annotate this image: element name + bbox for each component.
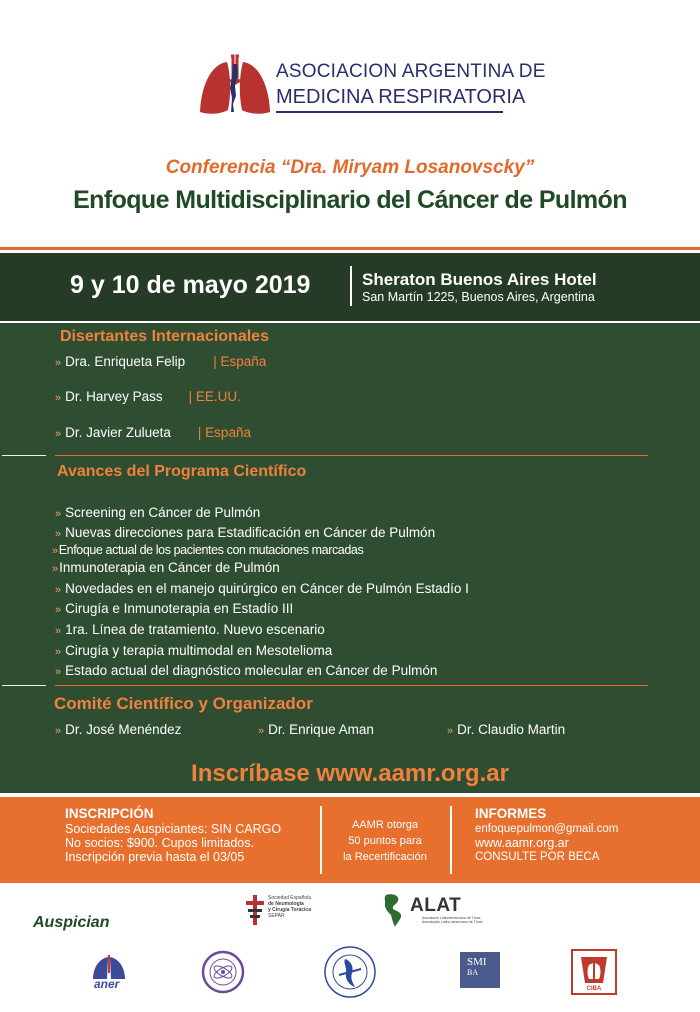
- ciba-name: CIBA: [586, 986, 602, 992]
- program-item: [55, 525, 435, 540]
- scholarship-note: CONSULTE POR BECA: [475, 851, 600, 863]
- americas-map-icon: [382, 893, 408, 927]
- alat-name: ALAT: [410, 895, 462, 916]
- separ-text: y Cirugía Torácica: [268, 907, 311, 913]
- program-item: [52, 543, 363, 557]
- separ-cross-icon: [246, 895, 264, 925]
- bullet-icon: »: [55, 528, 62, 540]
- speaker-country: | España: [197, 425, 251, 440]
- credits-line: 50 puntos para: [348, 835, 422, 847]
- bullet-icon: »: [52, 563, 59, 575]
- association-underline: [276, 111, 503, 113]
- bullet-icon: »: [55, 428, 62, 440]
- association-name-line1: ASOCIACION ARGENTINA DE: [276, 61, 546, 82]
- aner-name: aner: [94, 977, 120, 991]
- speaker-item: [55, 354, 266, 369]
- committee-member: [258, 722, 374, 737]
- inscription-block: [65, 806, 281, 864]
- bullet-icon: »: [258, 725, 265, 737]
- aner-logo: [90, 955, 128, 989]
- separ-text: SEPAR: [268, 913, 285, 919]
- speaker-name: Dr. Harvey Pass: [65, 389, 163, 404]
- website-link[interactable]: www.aamr.org.ar: [475, 836, 569, 850]
- inscription-title: INSCRIPCIÓN: [65, 806, 154, 821]
- bullet-icon: »: [55, 508, 62, 520]
- credits-line: la Recertificación: [343, 851, 427, 863]
- speaker-item: [55, 389, 241, 404]
- committee-title: Comité Científico y Organizador: [54, 694, 313, 713]
- committee-member: [447, 722, 565, 737]
- program-item: [55, 581, 469, 596]
- association-name-line2: MEDICINA RESPIRATORIA: [276, 86, 526, 108]
- program-item: [55, 622, 325, 637]
- date-venue-divider: [350, 266, 352, 306]
- radiology-society-logo: [323, 945, 377, 1004]
- alat-subtitle: Asociación Latinoamericana de Tórax: [422, 916, 481, 920]
- program-item: [55, 643, 332, 658]
- separ-text: Sociedad Española: [268, 895, 312, 901]
- program-item-text: Enfoque actual de los pacientes con mutaciones marcadas: [58, 543, 364, 557]
- section-divider-short: [2, 455, 46, 456]
- top-divider: [0, 247, 700, 250]
- separ-text: de Neumología: [268, 901, 304, 907]
- program-item: [52, 560, 280, 575]
- program-title: Avances del Programa Científico: [57, 463, 307, 480]
- program-item-text: Cirugía e Inmunoterapia en Estadío III: [65, 601, 294, 616]
- committee-member: [55, 722, 181, 737]
- program-item-text: Nuevas direcciones para Estadificación en Cáncer de Pulmón: [65, 525, 436, 540]
- ciba-logo: [571, 949, 617, 995]
- speaker-name: Dra. Enriqueta Felip: [65, 354, 186, 369]
- society-seal-icon: [201, 950, 245, 994]
- bullet-icon: »: [55, 725, 62, 737]
- credits-block: [330, 817, 440, 865]
- sponsors-label: Auspician: [33, 914, 110, 931]
- alat-subtitle: Associação Latino-americana de Tórax: [422, 920, 483, 924]
- program-item-text: Cirugía y terapia multimodal en Mesotelioma: [65, 643, 333, 658]
- informes-block: [475, 806, 618, 864]
- program-item-text: Screening en Cáncer de Pulmón: [65, 505, 261, 520]
- speakers-title: Disertantes Internacionales: [60, 328, 269, 345]
- bullet-icon: »: [55, 392, 62, 404]
- bullet-icon: »: [52, 545, 58, 557]
- credits-line: AAMR otorga: [351, 819, 419, 831]
- conference-subtitle: Conferencia “Dra. Miryam Losanovscky”: [165, 157, 535, 178]
- informes-title: INFORMES: [475, 806, 547, 821]
- program-item: [55, 505, 260, 520]
- inscription-line: No socios: $900. Cupos limitados.: [65, 836, 254, 850]
- program-item-text: Estado actual del diagnóstico molecular en Cáncer de Pulmón: [65, 663, 438, 678]
- program-item: [55, 663, 437, 678]
- speaker-country: | EE.UU.: [188, 389, 241, 404]
- event-date: 9 y 10 de mayo 2019: [70, 271, 311, 299]
- ciba-icon: [573, 953, 615, 987]
- committee-member-name: Dr. Claudio Martin: [457, 722, 566, 737]
- smiba-text: SMI: [467, 956, 487, 968]
- info-divider: [450, 806, 452, 874]
- speaker-name: Dr. Javier Zulueta: [65, 425, 171, 440]
- section-divider: [55, 685, 648, 686]
- bullet-icon: »: [55, 584, 62, 596]
- speaker-country: | España: [213, 354, 267, 369]
- register-call-to-action[interactable]: Inscríbase www.aamr.org.ar: [191, 760, 509, 787]
- radiology-seal-icon: [323, 945, 377, 999]
- committee-member-name: Dr. José Menéndez: [65, 722, 182, 737]
- society-seal-logo: [201, 950, 245, 999]
- venue-name: Sheraton Buenos Aires Hotel: [362, 270, 597, 289]
- inscription-line: Inscripción previa hasta el 03/05: [65, 850, 245, 864]
- lungs-logo-icon: [197, 52, 273, 118]
- bullet-icon: »: [55, 357, 62, 369]
- bullet-icon: »: [55, 646, 62, 658]
- smiba-logo: [460, 952, 500, 988]
- bullet-icon: »: [55, 625, 62, 637]
- inscription-line: Sociedades Auspiciantes: SIN CARGO: [65, 822, 282, 836]
- section-divider-short: [2, 685, 46, 686]
- committee-member-name: Dr. Enrique Aman: [268, 722, 374, 737]
- header: [0, 0, 700, 248]
- speaker-item: [55, 425, 251, 440]
- program-item-text: 1ra. Línea de tratamiento. Nuevo escenario: [65, 622, 325, 637]
- bullet-icon: »: [55, 604, 62, 616]
- smiba-text: BA: [467, 968, 479, 977]
- conference-title: Enfoque Multidisciplinario del Cáncer de Pulmón: [73, 186, 627, 214]
- program-item-text: Novedades en el manejo quirúrgico en Cáncer de Pulmón Estadío I: [65, 581, 469, 596]
- bullet-icon: »: [447, 725, 454, 737]
- program-item-text: Inmunoterapia en Cáncer de Pulmón: [59, 560, 280, 575]
- bullet-icon: »: [55, 666, 62, 678]
- info-divider: [320, 806, 322, 874]
- program-item: [55, 601, 293, 616]
- contact-email-link[interactable]: enfoquepulmon@gmail.com: [475, 823, 619, 835]
- venue-address: San Martín 1225, Buenos Aires, Argentina: [362, 290, 595, 304]
- section-divider: [55, 455, 648, 456]
